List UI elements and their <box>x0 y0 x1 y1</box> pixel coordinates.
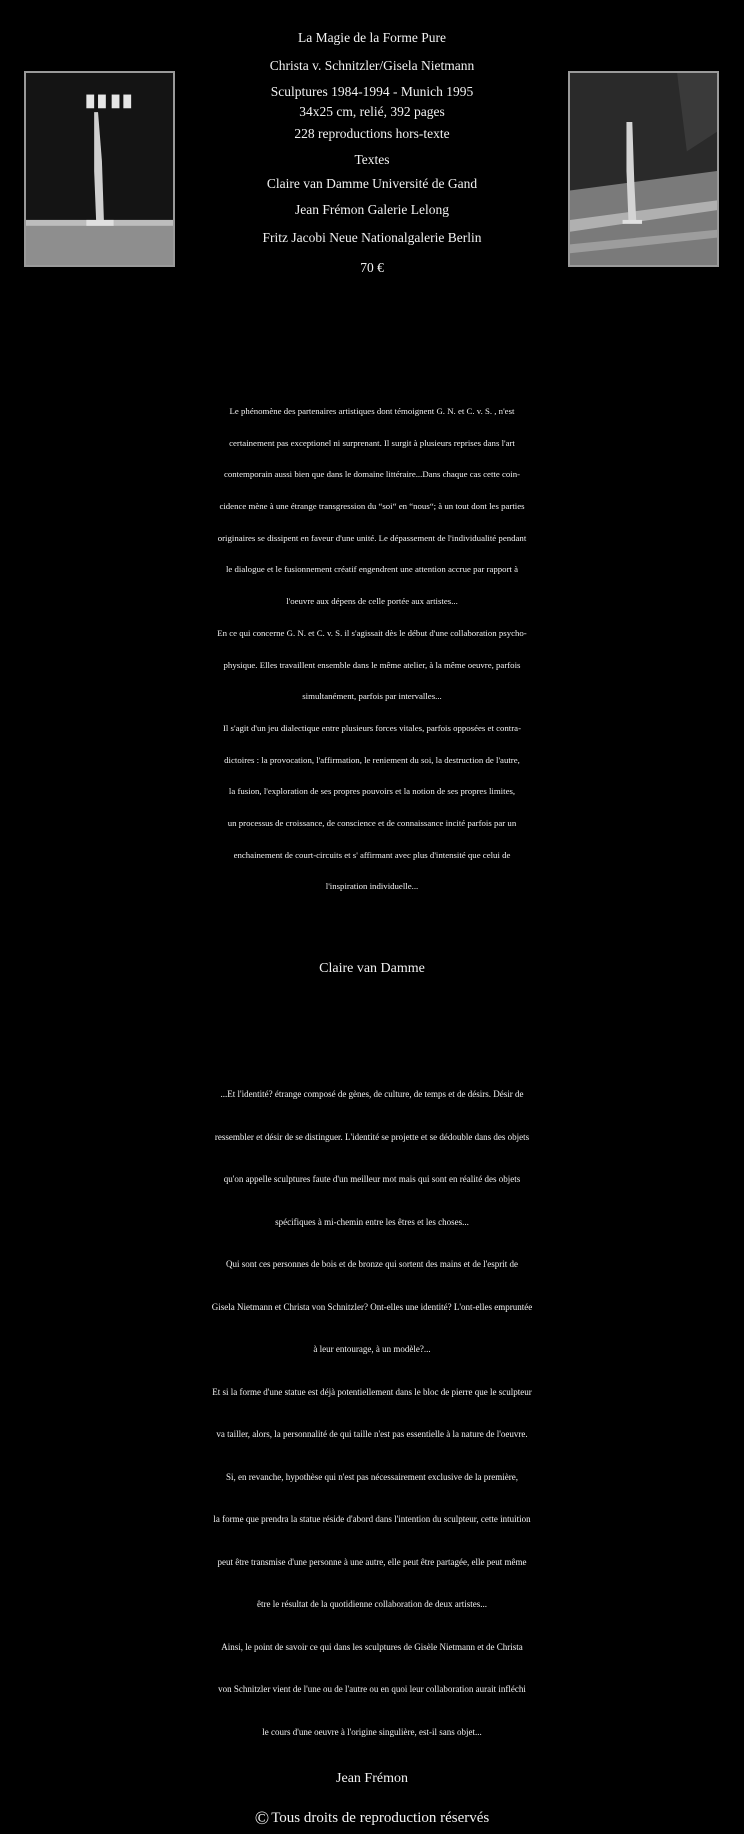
book-authors: Christa v. Schnitzler/Gisela Nietmann <box>269 58 475 73</box>
essay-line: la fusion, l'exploration de ses propres pouvoirs et la notion de ses propres limites, <box>228 786 516 797</box>
essay-line: von Schnitzler vient de l'une ou de l'autre ou en quoi leur collaboration aurait infléchi <box>218 1684 526 1694</box>
book-reproductions: 228 reproductions hors-texte <box>294 126 450 141</box>
essay-line: Et si la forme d'une statue est déjà potentiellement dans le bloc de pierre que le sculpteur <box>212 1386 532 1397</box>
essay-line: l'inspiration individuelle... <box>325 881 419 892</box>
essay-line: dictoires : la provocation, l'affirmation, le reniement du soi, la destruction de l'autre, <box>224 754 520 765</box>
contributor: Fritz Jacobi Neue Nationalgalerie Berlin <box>262 230 482 245</box>
essay-line: être le résultat de la quotidienne collaboration de deux artistes... <box>257 1599 487 1609</box>
copyright-icon: © <box>254 1808 270 1829</box>
essay-line: Il s'agit d'un jeu dialectique entre plusieurs forces vitales, parfois opposées et contra- <box>222 722 521 733</box>
book-cover-front-image <box>24 71 175 267</box>
essay-line: un processus de croissance, de conscience et de connaissance incité parfois par un <box>227 817 517 828</box>
essay-line: le dialogue et le fusionnement créatif engendrent une attention accrue par rapport à <box>225 564 519 575</box>
essay-line: Gisela Nietmann et Christa von Schnitzler? Ont-elles une identité? L'ont-elles empruntée <box>211 1301 533 1312</box>
essay-line: Si, en revanche, hypothèse qui n'est pas nécessairement exclusive de la première, <box>225 1471 518 1482</box>
essay-fremon <box>0 1073 744 1753</box>
book-info <box>220 30 524 276</box>
contributor: Jean Frémon Galerie Lelong <box>294 202 450 217</box>
essay-line: qu'on appelle sculptures faute d'un meilleur mot mais qui sont en réalité des objets <box>223 1174 521 1184</box>
essay-line: l'oeuvre aux dépens de celle portée aux artistes... <box>286 596 458 607</box>
essay-line: peut être transmise d'une personne à une autre, elle peut être partagée, elle peut même <box>217 1556 527 1567</box>
essay-line: spécifiques à mi-chemin entre les êtres et les choses... <box>275 1216 469 1227</box>
contributor: Claire van Damme Université de Gand <box>266 176 478 191</box>
essay-line: physique. Elles travaillent ensemble dans le même atelier, à la même oeuvre, parfois <box>223 659 521 670</box>
essay-line: certainement pas exceptionel ni surprenant. Il surgit à plusieurs reprises dans l'art <box>229 437 515 448</box>
book-subtitle: Sculptures 1984-1994 - Munich 1995 <box>270 84 474 99</box>
essay-line: cidence mène à une étrange transgression du “soi“ en “nous“; à un tout dont les parties <box>219 501 525 512</box>
essay-line: va tailler, alors, la personnalité de qui taille n'est pas essentielle à la nature de l'oeuvre. <box>216 1429 528 1439</box>
essay-line: Ainsi, le point de savoir ce qui dans les sculptures de Gisèle Nietmann et de Christa <box>221 1641 523 1652</box>
copyright-text: Tous droits de reproduction réservés <box>271 1810 490 1826</box>
essay-line: à leur entourage, à un modèle?... <box>313 1344 431 1354</box>
essay-author: Claire van Damme <box>319 961 425 976</box>
essay-van-damme <box>0 396 744 903</box>
essay-line: la forme que prendra la statue réside d'abord dans l'intention du sculpteur, cette intuition <box>213 1514 531 1524</box>
essay-line: originaires se dissipent en faveur d'une unité. Le dépassement de l'individualité pendant <box>217 532 527 543</box>
texts-heading: Textes <box>354 152 390 167</box>
book-cover-back-image <box>568 71 719 267</box>
essay-line: ressembler et désir de se distinguer. L'identité se projette et se dédouble dans des objets <box>214 1131 530 1142</box>
sculpture-photo-front <box>26 73 173 265</box>
essay-author: Jean Frémon <box>336 1771 408 1786</box>
book-format: 34x25 cm, relié, 392 pages <box>299 104 445 119</box>
book-price: 70 € <box>360 260 384 275</box>
essay-line: En ce qui concerne G. N. et C. v. S. il s'agissait dès le début d'une collaboration psycho- <box>217 627 527 638</box>
copyright-notice <box>0 1808 744 1830</box>
essay-line: contemporain aussi bien que dans le domaine littéraire...Dans chaque cas cette coin- <box>223 469 521 480</box>
essay-line: ...Et l'identité? étrange composé de gènes, de culture, de temps et de désirs. Désir de <box>220 1089 524 1099</box>
essay-line: le cours d'une oeuvre à l'origine singulière, est-il sans objet... <box>262 1726 482 1737</box>
book-title: La Magie de la Forme Pure <box>297 30 447 45</box>
essay-line: enchainement de court-circuits et s' affirmant avec plus d'intensité que celui de <box>233 849 511 860</box>
essay-line: Qui sont ces personnes de bois et de bronze qui sortent des mains et de l'esprit de <box>225 1259 519 1269</box>
essay-line: simultanément, parfois par intervalles... <box>302 691 442 702</box>
essay-line: Le phénomène des partenaires artistiques dont témoignent G. N. et C. v. S. , n'est <box>229 406 515 416</box>
sculpture-photo-back <box>570 73 717 265</box>
